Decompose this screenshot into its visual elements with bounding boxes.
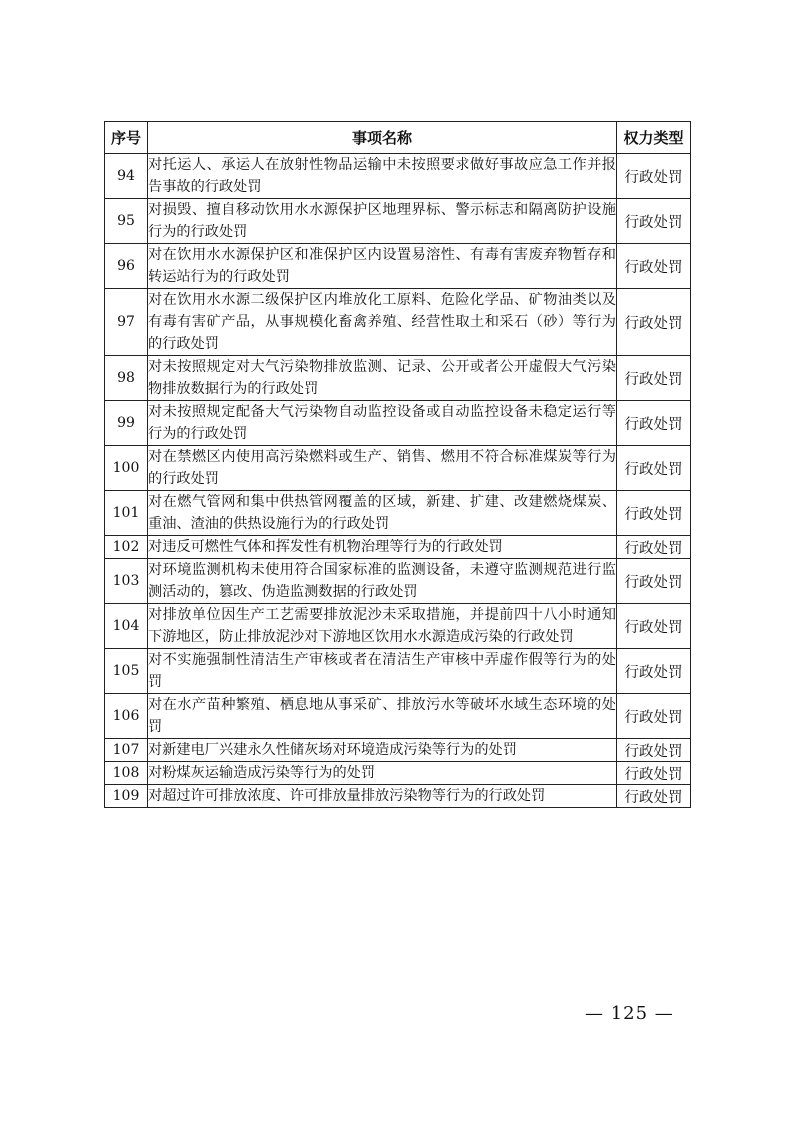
- table-row: [105, 289, 691, 356]
- row-type: 行政处罚: [617, 356, 691, 401]
- row-type: 行政处罚: [617, 199, 691, 244]
- row-type: 行政处罚: [617, 762, 691, 785]
- row-number: 97: [105, 289, 148, 356]
- table-row: [105, 491, 691, 536]
- row-name: 对在水产苗种繁殖、栖息地从事采矿、排放污水等破坏水域生态环境的处罚: [148, 694, 617, 739]
- row-type: 行政处罚: [617, 649, 691, 694]
- table-row: [105, 649, 691, 694]
- page-number: — 125 —: [585, 1003, 674, 1024]
- table-row: [105, 785, 691, 808]
- header-name: 事项名称: [148, 122, 617, 154]
- table-row: [105, 446, 691, 491]
- row-type: 行政处罚: [617, 739, 691, 762]
- row-name: 对排放单位因生产工艺需要排放泥沙未采取措施，并提前四十八小时通知下游地区，防止排放泥沙对下游地区饮用水水源造成污染的行政处罚: [148, 604, 617, 649]
- row-name: 对损毁、擅自移动饮用水水源保护区地理界标、警示标志和隔离防护设施行为的行政处罚: [148, 199, 617, 244]
- row-number: 108: [105, 762, 148, 785]
- row-name: 对在禁燃区内使用高污染燃料或生产、销售、燃用不符合标准煤炭等行为的行政处罚: [148, 446, 617, 491]
- row-number: 109: [105, 785, 148, 808]
- row-number: 96: [105, 244, 148, 289]
- table-header-row: [105, 122, 691, 154]
- row-name: 对粉煤灰运输造成污染等行为的处罚: [148, 762, 617, 785]
- row-number: 101: [105, 491, 148, 536]
- row-name: 对环境监测机构未使用符合国家标准的监测设备，未遵守监测规范进行监测活动的，篡改、伪造监测数据的行政处罚: [148, 559, 617, 604]
- header-number: 序号: [105, 122, 148, 154]
- row-type: 行政处罚: [617, 604, 691, 649]
- row-number: 102: [105, 536, 148, 559]
- row-number: 100: [105, 446, 148, 491]
- table-row: [105, 356, 691, 401]
- row-name: 对在饮用水水源保护区和准保护区内设置易溶性、有毒有害废弃物暂存和转运站行为的行政处罚: [148, 244, 617, 289]
- row-number: 106: [105, 694, 148, 739]
- row-type: 行政处罚: [617, 401, 691, 446]
- row-name: 对在饮用水水源二级保护区内堆放化工原料、危险化学品、矿物油类以及有毒有害矿产品，从事规模化畜禽养殖、经营性取土和采石（砂）等行为的行政处罚: [148, 289, 617, 356]
- table-row: [105, 154, 691, 199]
- row-type: 行政处罚: [617, 536, 691, 559]
- table-row: [105, 559, 691, 604]
- row-type: 行政处罚: [617, 785, 691, 808]
- table-row: [105, 739, 691, 762]
- table-row: [105, 401, 691, 446]
- header-type: 权力类型: [617, 122, 691, 154]
- row-name: 对托运人、承运人在放射性物品运输中未按照要求做好事故应急工作并报告事故的行政处罚: [148, 154, 617, 199]
- row-name: 对新建电厂兴建永久性储灰场对环境造成污染等行为的处罚: [148, 739, 617, 762]
- row-type: 行政处罚: [617, 559, 691, 604]
- table-row: [105, 536, 691, 559]
- row-number: 99: [105, 401, 148, 446]
- row-number: 94: [105, 154, 148, 199]
- row-type: 行政处罚: [617, 244, 691, 289]
- row-name: 对超过许可排放浓度、许可排放量排放污染物等行为的行政处罚: [148, 785, 617, 808]
- table-row: [105, 199, 691, 244]
- row-name: 对不实施强制性清洁生产审核或者在清洁生产审核中弄虚作假等行为的处罚: [148, 649, 617, 694]
- row-number: 103: [105, 559, 148, 604]
- row-number: 104: [105, 604, 148, 649]
- row-number: 107: [105, 739, 148, 762]
- row-number: 98: [105, 356, 148, 401]
- row-name: 对未按照规定对大气污染物排放监测、记录、公开或者公开虚假大气污染物排放数据行为的行政处罚: [148, 356, 617, 401]
- matters-table: [104, 121, 691, 808]
- row-name: 对未按照规定配备大气污染物自动监控设备或自动监控设备未稳定运行等行为的行政处罚: [148, 401, 617, 446]
- row-type: 行政处罚: [617, 694, 691, 739]
- table-row: [105, 694, 691, 739]
- table-row: [105, 762, 691, 785]
- row-type: 行政处罚: [617, 491, 691, 536]
- row-number: 95: [105, 199, 148, 244]
- row-type: 行政处罚: [617, 446, 691, 491]
- row-type: 行政处罚: [617, 289, 691, 356]
- row-name: 对违反可燃性气体和挥发性有机物治理等行为的行政处罚: [148, 536, 617, 559]
- row-number: 105: [105, 649, 148, 694]
- row-name: 对在燃气管网和集中供热管网覆盖的区域，新建、扩建、改建燃烧煤炭、重油、渣油的供热设施行为的行政处罚: [148, 491, 617, 536]
- row-type: 行政处罚: [617, 154, 691, 199]
- table-row: [105, 244, 691, 289]
- table-row: [105, 604, 691, 649]
